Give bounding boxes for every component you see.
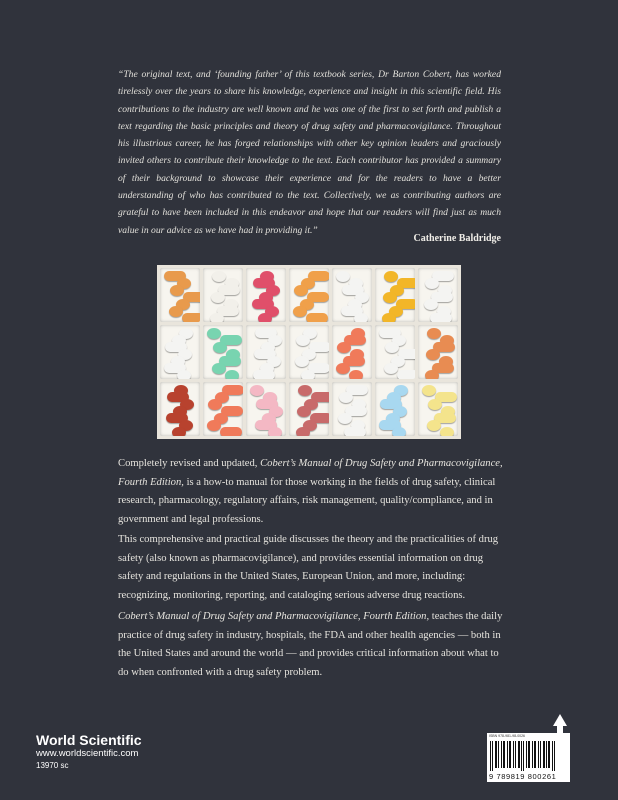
pill-icon [392, 427, 406, 436]
pill-compartment [375, 382, 415, 436]
p1-book-title: Cobert’s Manual of Drug Safety and Pharmacovigilance, Fourth Edition, [118, 458, 503, 488]
pill-compartment [160, 268, 200, 322]
pill-tray-photo [157, 265, 461, 439]
pill-icon [425, 278, 439, 289]
pill-compartment [332, 382, 372, 436]
description-paragraph-1 [118, 455, 503, 529]
pill-compartment [289, 325, 329, 379]
pill-icon [169, 306, 183, 317]
pill-icon [293, 306, 307, 317]
pill-compartment [246, 325, 286, 379]
pill-compartment [332, 268, 372, 322]
pill-icon [338, 413, 352, 424]
pill-icon [207, 420, 221, 431]
pill-compartment [160, 382, 200, 436]
pill-icon [430, 313, 452, 322]
product-code: 13970 sc [36, 761, 69, 770]
pill-compartment [375, 325, 415, 379]
pill-icon [384, 363, 398, 374]
pill-compartment [418, 382, 458, 436]
pill-icon [427, 328, 441, 339]
pill-icon [427, 420, 441, 431]
pill-icon [220, 427, 242, 436]
pill-icon [428, 399, 442, 410]
pill-icon [336, 271, 350, 282]
pill-icon [440, 427, 454, 436]
publisher-name: World Scientific [36, 732, 142, 748]
pill-icon [208, 399, 222, 410]
pill-icon [422, 385, 436, 396]
pill-icon [397, 370, 415, 379]
pill-compartment [289, 382, 329, 436]
pill-icon [182, 313, 200, 322]
pill-icon [207, 328, 221, 339]
pill-icon [425, 370, 439, 379]
p3-book-title: Cobert’s Manual of Drug Safety and Pharmacovigilance, Fourth Edition, [118, 611, 430, 622]
pill-icon [383, 292, 397, 303]
barcode-icon [490, 741, 556, 771]
pill-icon [177, 370, 191, 379]
pill-icon [212, 271, 226, 282]
pill-icon [172, 427, 186, 436]
pill-compartment [203, 268, 243, 322]
pill-compartment [203, 325, 243, 379]
pill-icon [210, 313, 224, 322]
pill-compartment [332, 325, 372, 379]
p1-lead: Completely revised and updated, [118, 458, 261, 469]
pill-icon [301, 370, 315, 379]
pill-icon [211, 292, 225, 303]
pill-icon [212, 363, 226, 374]
isbn-digits: 9 789819 800261 [489, 772, 557, 781]
pill-icon [297, 406, 311, 417]
pill-icon [296, 427, 310, 436]
pill-icon [294, 285, 308, 296]
pill-compartment [418, 325, 458, 379]
pill-icon [253, 370, 275, 379]
pill-icon [298, 385, 312, 396]
quote-attribution: Catherine Baldridge [413, 233, 501, 244]
pill-compartment [246, 268, 286, 322]
publisher-url[interactable]: www.worldscientific.com [36, 748, 139, 759]
pill-icon [306, 313, 328, 322]
pill-compartment [246, 382, 286, 436]
pill-icon [170, 285, 184, 296]
pill-icon [339, 392, 353, 403]
endorsement-quote: “The original text, and ‘founding father’ of this textbook series, Dr Barton Cobert, has worked tirelessly over the years to share his knowledge, experience and insight in this scientific field. His contributions to the industry are well known and he was one of the first to set forth and publish a text regarding the basic principles and theory of drug safety and pharmacovigilance. Throughout his illustrious career, he has forged relationships with other key opinion leaders and graciously invited others to contribute their knowledge to the text. Each contributor has provided a summary of their background to showcase their experience and for the readers to have a better understanding of who has contributed to the text. Collectively, we as contributing authors are grateful to have been included in this endeavor and hope that our readers will find just as much value in our advice as we have had in providing it.” [118, 69, 501, 236]
pill-icon [349, 370, 363, 379]
pill-icon [295, 356, 309, 367]
pill-compartment [289, 268, 329, 322]
pill-icon [225, 370, 239, 379]
pill-icon [258, 313, 272, 322]
pill-icon [268, 427, 282, 436]
pill-compartment [375, 268, 415, 322]
pill-icon [382, 313, 396, 322]
pill-icon [385, 342, 399, 353]
pill-icon [426, 349, 440, 360]
pill-icon [424, 299, 438, 310]
pill-compartment [160, 325, 200, 379]
pill-icon [344, 427, 366, 436]
pill-compartment [203, 382, 243, 436]
pill-icon [250, 385, 264, 396]
p3-rest: teaches the daily practice of drug safety in industry, hospitals, the FDA and other health agencies — both in the United States and around the world — and provides critical information about what to do when confronted with a drug safety problem. [118, 611, 503, 678]
pill-compartment [418, 268, 458, 322]
p1-rest: is a how-to manual for those working in the fields of drug safety, clinical research, pharmacology, regulatory affairs, risk management, quality/compliance, and in government and legal professions. [118, 476, 496, 525]
pill-icon [213, 342, 227, 353]
description-paragraph-2: This comprehensive and practical guide discusses the theory and the practicalities of drug safety (also known as pharmacovigilance), and provides essential information on drug safety and regulations in the United States, European Union, and more, including: recognizing, monitoring, reporting, and cataloging serious adverse drug reactions. [118, 534, 499, 601]
pill-icon [296, 335, 310, 346]
isbn-barcode [487, 733, 570, 782]
pill-icon [354, 313, 368, 322]
publisher-block [36, 732, 142, 771]
description-paragraph-3 [118, 608, 503, 682]
isbn-label: ISBN 978-981-98-0026 [489, 734, 525, 738]
pill-icon [384, 271, 398, 282]
pill-icon [336, 363, 350, 374]
pill-icon [337, 342, 351, 353]
